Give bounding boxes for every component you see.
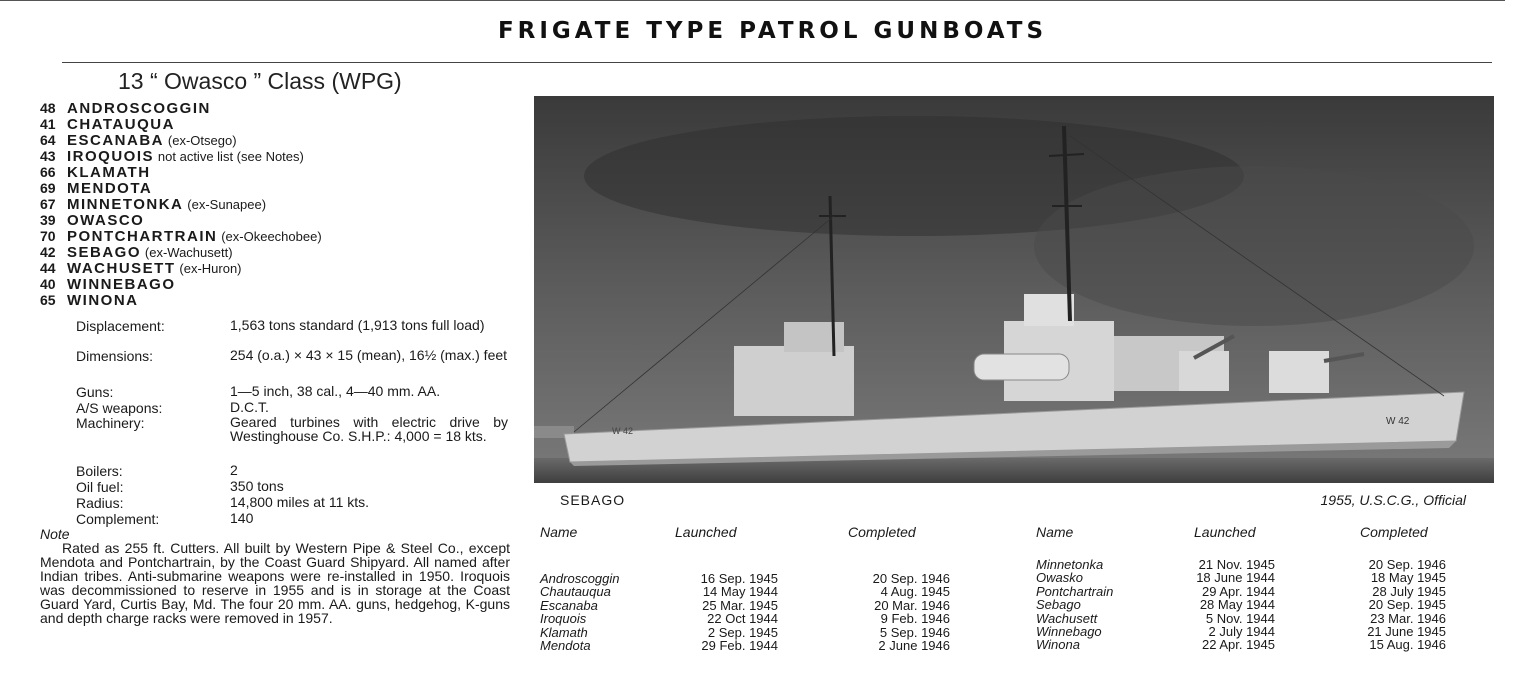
photo-caption-credit: 1955, U.S.C.G., Official: [1320, 492, 1466, 508]
ship-list-item: [40, 276, 510, 292]
ship-name: ESCANABA: [67, 132, 165, 149]
table-cell-completed: 20 Sep. 1946: [1368, 557, 1446, 572]
hull-number: 64: [40, 132, 56, 148]
spec-value: 1—5 inch, 38 cal., 4—40 mm. AA.: [230, 383, 441, 399]
table-header-launched-right: Launched: [1194, 524, 1256, 540]
table-cell-launched: 28 May 1944: [1199, 597, 1275, 613]
table-cell-completed: 2 June 1946: [878, 638, 950, 653]
ship-list-item: [40, 164, 510, 180]
table-cell-launched: 29 Apr. 1944: [1201, 583, 1275, 599]
ship-list-item: [40, 244, 510, 260]
page-title: FRIGATE TYPE PATROL GUNBOATS: [497, 18, 1048, 44]
ship-list-item: [40, 260, 510, 276]
table-cell-name: Androscoggin: [540, 571, 620, 586]
table-cell-launched: 16 Sep. 1945: [700, 571, 778, 586]
spec-value: 2: [230, 462, 238, 478]
table-cell-launched: 5 Nov. 1944: [1205, 610, 1275, 626]
table-cell-completed: 20 Sep. 1946: [872, 571, 950, 586]
note-heading: Note: [40, 526, 70, 542]
hull-number: 40: [40, 276, 56, 292]
ship-name: IROQUOIS: [67, 148, 155, 165]
spec-label: Guns:: [76, 384, 114, 400]
hull-marking-bow: W 42: [1386, 416, 1410, 427]
hull-number: 48: [40, 100, 56, 116]
table-header-completed-left: Completed: [848, 524, 916, 540]
ship-note: (ex-Otsego): [167, 133, 237, 148]
spec-label: Radius:: [76, 495, 124, 511]
ship-photo: [534, 96, 1494, 483]
table-header-completed-right: Completed: [1360, 524, 1428, 540]
ship-name: KLAMATH: [67, 164, 151, 181]
ship-name: CHATAUQUA: [67, 116, 175, 133]
table-cell-completed: 20 Sep. 1945: [1368, 597, 1446, 613]
table-cell-completed: 4 Aug. 1945: [880, 584, 950, 600]
table-cell-completed: 5 Sep. 1946: [879, 624, 950, 640]
spec-value: 14,800 miles at 11 kts.: [230, 494, 370, 510]
ship-name: ANDROSCOGGIN: [67, 100, 211, 117]
note-body: Rated as 255 ft. Cutters. All built by Western Pipe & Steel Co., except Mendota and Pontchartrain, by the Coast Guard Shipyard. All named after Indian tribes. Anti-submarine weapons were re-installed in 1950. Iroquois was decommissioned to reserve in 1955 and is in storage at the Coast Guard Yard, Curtis Bay, Md. The four 20 mm. AA. guns, hedgehog, K-guns and depth charge racks were removed in 1957.: [40, 540, 510, 626]
photo-caption-ship: SEBAGO: [560, 492, 626, 508]
hull-number: 41: [40, 116, 56, 132]
table-cell-name: Pontchartrain: [1036, 583, 1114, 599]
ship-list-item: [40, 148, 510, 164]
spec-value: D.C.T.: [230, 399, 269, 415]
spec-label: Complement:: [76, 511, 160, 527]
table-cell-launched: 22 Oct 1944: [707, 611, 778, 627]
title-rule: [62, 62, 1492, 63]
ship-name: OWASCO: [67, 212, 145, 229]
table-cell-completed: 20 Mar. 1946: [874, 597, 950, 613]
ship-list-item: [40, 196, 510, 212]
table-cell-name: Winnebago: [1036, 624, 1102, 639]
ship-list: [40, 100, 510, 308]
table-cell-launched: 18 June 1944: [1196, 570, 1275, 586]
table-header-name-left: Name: [540, 524, 578, 540]
hull-number: 42: [40, 244, 56, 260]
ship-list-item: [40, 292, 510, 308]
table-header-name-right: Name: [1036, 524, 1074, 540]
ship-name: PONTCHARTRAIN: [67, 228, 218, 245]
hull-number: 69: [40, 180, 56, 196]
spec-value: 350 tons: [230, 478, 284, 494]
ship-name: MENDOTA: [67, 180, 153, 197]
ship-list-item: [40, 180, 510, 196]
top-rule: [0, 0, 1505, 1]
table-cell-name: Escanaba: [540, 597, 598, 613]
spec-label: Displacement:: [76, 318, 165, 334]
table-cell-name: Wachusett: [1036, 610, 1098, 626]
ship-illustration: [534, 96, 1494, 483]
ship-note: (ex-Sunapee): [187, 197, 267, 212]
table-cell-name: Klamath: [540, 624, 588, 640]
table-cell-completed: 21 June 1945: [1367, 624, 1446, 639]
spec-value: 140: [230, 510, 254, 526]
ship-list-item: [40, 116, 510, 132]
ship-name: WACHUSETT: [67, 260, 176, 277]
table-cell-name: Chautauqua: [540, 584, 611, 600]
ship-list-item: [40, 212, 510, 228]
table-cell-completed: 18 May 1945: [1370, 570, 1446, 586]
spec-label: Boilers:: [76, 463, 123, 479]
table-cell-launched: 22 Apr. 1945: [1201, 637, 1275, 653]
table-cell-name: Winona: [1036, 637, 1080, 653]
class-title: 13 “ Owasco ” Class (WPG): [118, 68, 402, 94]
table-cell-launched: 25 Mar. 1945: [702, 597, 778, 613]
hull-number: 44: [40, 260, 56, 276]
spec-label: A/S weapons:: [76, 400, 163, 416]
table-cell-completed: 15 Aug. 1946: [1369, 637, 1446, 653]
table-cell-name: Minnetonka: [1036, 557, 1104, 572]
ship-note: (ex-Wachusett): [144, 245, 233, 260]
spec-label: Oil fuel:: [76, 479, 124, 495]
table-cell-completed: 9 Feb. 1946: [880, 611, 950, 627]
table-cell-launched: 21 Nov. 1945: [1198, 557, 1275, 572]
ship-name: WINNEBAGO: [67, 276, 176, 293]
table-header-launched-left: Launched: [675, 524, 737, 540]
table-cell-name: Sebago: [1036, 597, 1081, 613]
hull-number: 70: [40, 228, 56, 244]
ship-name: MINNETONKA: [67, 196, 184, 213]
spec-label: Machinery:: [76, 415, 145, 431]
ship-note: not active list (see Notes): [157, 149, 304, 164]
hull-number: 67: [40, 196, 56, 212]
spec-label: Dimensions:: [76, 348, 154, 364]
hull-number: 43: [40, 148, 56, 164]
table-cell-launched: 2 July 1944: [1208, 624, 1275, 639]
table-cell-name: Mendota: [540, 638, 591, 653]
table-cell-completed: 23 Mar. 1946: [1370, 610, 1446, 626]
ship-list-item: [40, 228, 510, 244]
ship-note: (ex-Okeechobee): [221, 229, 322, 244]
ship-list-item: [40, 132, 510, 148]
ship-note: (ex-Huron): [179, 261, 242, 276]
ship-name: WINONA: [67, 292, 139, 309]
ship-list-item: [40, 100, 510, 116]
table-cell-completed: 28 July 1945: [1372, 583, 1446, 599]
hull-number: 66: [40, 164, 56, 180]
hull-number: 65: [40, 292, 56, 308]
table-cell-launched: 29 Feb. 1944: [701, 638, 778, 653]
table-cell-launched: 14 May 1944: [702, 584, 778, 600]
hull-number: 39: [40, 212, 56, 228]
table-cell-name: Owasko: [1036, 570, 1083, 586]
spec-value: 254 (o.a.) × 43 × 15 (mean), 16½ (max.) feet: [230, 347, 508, 363]
table-cell-launched: 2 Sep. 1945: [707, 624, 778, 640]
table-cell-name: Iroquois: [540, 611, 587, 627]
spec-value: 1,563 tons standard (1,913 tons full load): [230, 317, 485, 333]
hull-marking-stern: W 42: [612, 426, 634, 436]
ship-name: SEBAGO: [67, 244, 142, 261]
spec-value: Geared turbines with electric drive by Westinghouse Co. S.H.P.: 4,000 = 18 kts.: [230, 414, 508, 444]
